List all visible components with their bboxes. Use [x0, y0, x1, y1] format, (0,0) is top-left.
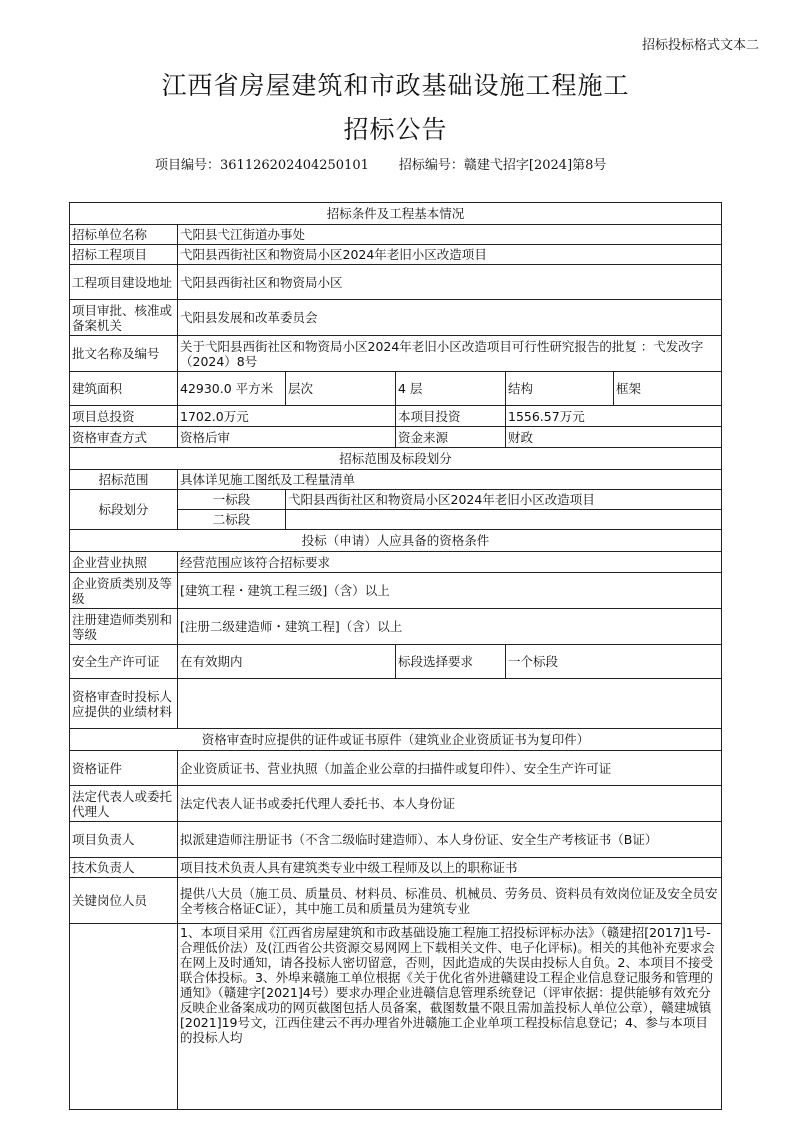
approval-doc-value: 关于弋阳县西街社区和物资局小区2024年老旧小区改造项目可行性研究报告的批复 ：弋发改字（2024）8号 [178, 336, 722, 372]
performance-label: 资格审查时投标人应提供的业绩材料 [70, 679, 178, 729]
lot1-value: 弋阳县西街社区和物资局小区2024年老旧小区改造项目 [286, 490, 722, 510]
builder-label: 注册建造师类别和等级 [70, 609, 178, 645]
key-staff-label: 关键岗位人员 [70, 878, 178, 924]
approval-org-label: 项目审批、核准或备案机关 [70, 300, 178, 336]
tender-info-table [69, 202, 722, 1110]
structure-value: 框架 [614, 372, 722, 406]
fund-source-value: 财政 [506, 427, 722, 448]
lot1-label: 一标段 [178, 490, 286, 510]
this-invest-value: 1556.57万元 [506, 406, 722, 427]
qualification-value: [建筑工程・建筑工程三级]（含）以上 [178, 573, 722, 609]
cert-value: 企业资质证书、营业执照（加盖企业公章的扫描件或复印件）、安全生产许可证 [178, 751, 722, 786]
pm-label: 项目负责人 [70, 822, 178, 858]
notes-text: 1、本项目采用《江西省房屋建筑和市政基础设施工程施工招投标评标办法》（赣建招[2017]1号-合理低价法）及(江西省公共资源交易网网上下载相关文件、电子化评标)。相关的其他补充要求会在网上及时通知，请各投标人密切留意，否则，因此造成的失误由投标人自负。2、本项目不接受联合体投标。3、外埠来赣施工单位根据《关于优化省外进赣建设工程企业信息登记服务和管理的通知》（赣建字[2021]4号）要求办理企业进赣信息管理系统登记（评审依据：提供能够有效充分反映企业备案成功的网页截图包括人员备案，截图数量不限且需加盖投标人单位公章），赣建城镇[2021]19号文，江西住建云不再办理省外进赣施工企业单项工程投标信息登记；4、参与本项目的投标人均 [178, 924, 722, 1110]
section-heading-scope: 招标范围及标段划分 [70, 448, 722, 470]
license-value: 经营范围应该符合招标要求 [178, 552, 722, 573]
floors-value: 4 层 [396, 372, 506, 406]
structure-label: 结构 [506, 372, 614, 406]
review-method-value: 资格后审 [178, 427, 396, 448]
lots-label: 标段划分 [70, 490, 178, 530]
reference-numbers [155, 154, 606, 173]
tenderer-label: 招标单位名称 [70, 225, 178, 245]
qualification-label: 企业资质类别及等级 [70, 573, 178, 609]
safety-license-value: 在有效期内 [178, 645, 396, 679]
tech-lead-label: 技术负责人 [70, 858, 178, 878]
notes-label-cell [70, 924, 178, 1110]
address-value: 弋阳县西街社区和物资局小区 [178, 265, 722, 300]
legal-rep-label: 法定代表人或委托代理人 [70, 786, 178, 822]
project-no: 361126202404250101 [220, 158, 369, 173]
project-label: 招标工程项目 [70, 245, 178, 265]
tech-lead-value: 项目技术负责人具有建筑类专业中级工程师及以上的职称证书 [178, 858, 722, 878]
license-label: 企业营业执照 [70, 552, 178, 573]
project-no-label: 项目编号： [155, 158, 221, 173]
pm-value: 拟派建造师注册证书（不含二级临时建造师）、本人身份证、安全生产考核证书（B证） [178, 822, 722, 858]
approval-org-value: 弋阳县发展和改革委员会 [178, 300, 722, 336]
cert-label: 资格证件 [70, 751, 178, 786]
builder-value: [注册二级建造师・建筑工程]（含）以上 [178, 609, 722, 645]
section-heading-conditions: 招标条件及工程基本情况 [70, 203, 722, 225]
lot-choice-label: 标段选择要求 [396, 645, 506, 679]
performance-value [178, 679, 722, 729]
tender-no: 赣建弋招字[2024]第8号 [463, 158, 607, 173]
lot2-label: 二标段 [178, 510, 286, 530]
review-method-label: 资格审查方式 [70, 427, 178, 448]
tender-no-label: 招标编号： [398, 158, 464, 173]
doc-format-label: 招标投标格式文本二 [641, 38, 759, 53]
scope-value: 具体详见施工图纸及工程量清单 [178, 470, 722, 490]
tenderer-value: 弋阳县弋江街道办事处 [178, 225, 722, 245]
lot-choice-value: 一个标段 [506, 645, 722, 679]
total-invest-value: 1702.0万元 [178, 406, 396, 427]
safety-license-label: 安全生产许可证 [70, 645, 178, 679]
address-label: 工程项目建设地址 [70, 265, 178, 300]
floors-label: 层次 [286, 372, 396, 406]
section-heading-documents: 资格审查时应提供的证件或证书原件（建筑业企业资质证书为复印件） [70, 729, 722, 751]
fund-source-label: 资金来源 [396, 427, 506, 448]
this-invest-label: 本项目投资 [396, 406, 506, 427]
section-heading-qualifications: 投标（申请）人应具备的资格条件 [70, 530, 722, 552]
area-value: 42930.0 平方米 [178, 372, 286, 406]
approval-doc-label: 批文名称及编号 [70, 336, 178, 372]
doc-title: 江西省房屋建筑和市政基础设施工程施工 [161, 71, 630, 100]
scope-label: 招标范围 [70, 470, 178, 490]
area-label: 建筑面积 [70, 372, 178, 406]
legal-rep-value: 法定代表人证书或委托代理人委托书、本人身份证 [178, 786, 722, 822]
key-staff-value: 提供八大员（施工员、质量员、材料员、标准员、机械员、劳务员、资料员有效岗位证及安全员安全考核合格证C证），其中施工员和质量员为建筑专业 [178, 878, 722, 924]
total-invest-label: 项目总投资 [70, 406, 178, 427]
lot2-value [286, 510, 722, 530]
project-value: 弋阳县西街社区和物资局小区2024年老旧小区改造项目 [178, 245, 722, 265]
doc-subtitle: 招标公告 [343, 115, 448, 144]
